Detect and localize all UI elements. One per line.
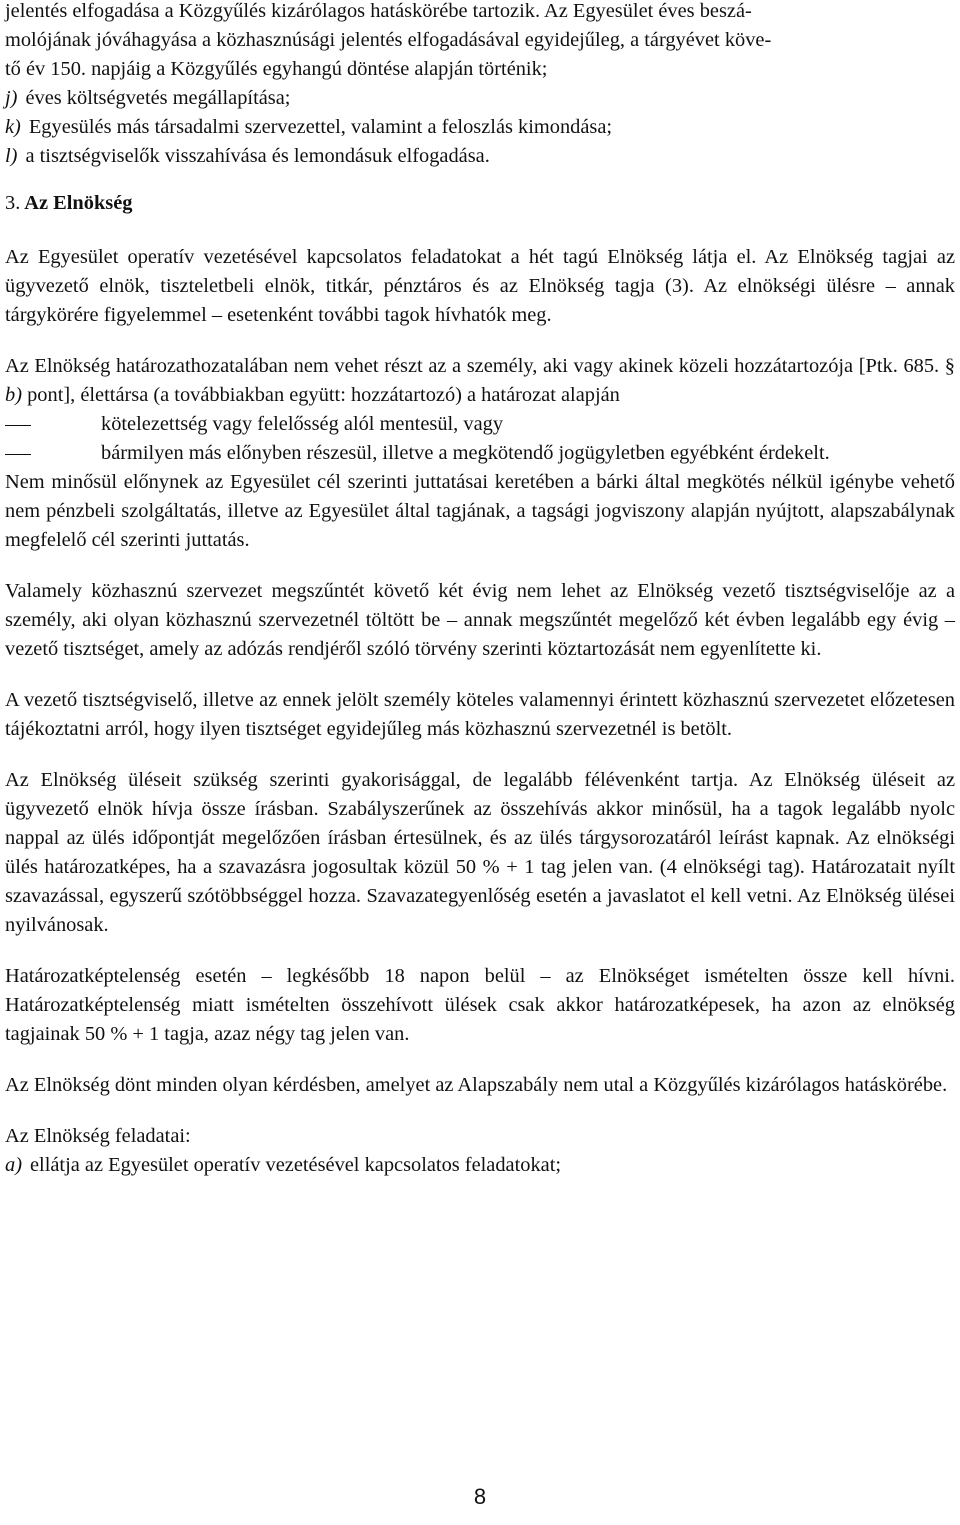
intro-line-3: tő év 150. napjáig a Közgyűlés egyhangú döntése alapján történik; bbox=[5, 58, 548, 80]
paragraph-officer-notice: A vezető tisztségviselő, illetve az ennek jelölt személy köteles valamennyi érintett közhasznú szervezetet előzetesen tájékoztatni arról, hogy ilyen tisztséget egyidejűleg más közhasznú szervezetnél is betölt. bbox=[5, 689, 955, 740]
paragraph-benefit: Nem minősül előnynek az Egyesület cél szerinti juttatásai keretében a bárki által megkötés nélkül igénybe vehető nem pénzbeli szolgáltatás, illetve az Egyesület által tagjának, a tagsági jogviszony alapján nyújtott, alapszabálynak megfelelő cél szerinti juttatás. bbox=[5, 471, 955, 551]
list-item-j bbox=[5, 84, 955, 113]
paragraph-conflict-text-a: Az Elnökség határozathozatalában nem vehet részt az a személy, aki vagy akinek közeli hozzátartozója [Ptk. 685. § bbox=[5, 355, 955, 377]
list-marker: k) bbox=[5, 116, 21, 138]
task-item-a bbox=[5, 1151, 955, 1180]
paragraph-conflict-ref: b) bbox=[5, 384, 22, 406]
dash-marker bbox=[5, 439, 101, 468]
intro-line-1: jelentés elfogadása a Közgyűlés kizárólagos hatáskörébe tartozik. Az Egyesület éves beszá- bbox=[5, 0, 752, 22]
section-number: 3. bbox=[5, 192, 21, 214]
dash-item-text: bármilyen más előnyben részesül, illetve a megkötendő jogügyletben egyébként érdekelt. bbox=[101, 442, 830, 464]
paragraph-conflict-text-c: pont], élettársa (a továbbiakban együtt: hozzátartozó) a határozat alapján bbox=[27, 384, 620, 406]
list-marker: l) bbox=[5, 145, 18, 167]
section-heading bbox=[5, 189, 955, 218]
paragraph-officer-eligibility: Valamely közhasznú szervezet megszűntét követő két évig nem lehet az Elnökség vezető tisztségviselője az a személy, aki olyan közhasznú szervezetnél töltött be – annak megszűntét megelőző két évben legalább egy évig – vezető tisztséget, amely az adózás rendjéről szóló törvény szerinti köztartozását nem egyenlítette ki. bbox=[5, 580, 955, 660]
task-marker: a) bbox=[5, 1154, 22, 1176]
dash-item-2 bbox=[5, 439, 955, 468]
paragraph-competence: Az Elnökség dönt minden olyan kérdésben, amelyet az Alapszabály nem utal a Közgyűlés kizárólagos hatáskörébe. bbox=[5, 1074, 948, 1096]
paragraph-conflict bbox=[5, 352, 955, 410]
section-title: Az Elnökség bbox=[24, 192, 133, 214]
document-page bbox=[5, 0, 955, 1180]
list-item-text: a tisztségviselők visszahívása és lemondásuk elfogadása. bbox=[25, 145, 490, 167]
list-item-l bbox=[5, 142, 955, 171]
paragraph-members: Az Egyesület operatív vezetésével kapcsolatos feladatokat a hét tagú Elnökség látja el. Az Elnökség tagjai az ügyvezető elnök, tiszteletbeli elnök, titkár, pénztáros és az Elnökség tagja (3). Az elnökségi ülésre – annak tárgykörére figyelemmel – esetenként további tagok hívhatók meg. bbox=[5, 246, 955, 326]
paragraph-tasks-heading: Az Elnökség feladatai: bbox=[5, 1125, 191, 1147]
page-number: 8 bbox=[473, 1484, 487, 1509]
dash-marker bbox=[5, 410, 101, 439]
list-item-text: Egyesülés más társadalmi szervezettel, valamint a feloszlás kimondása; bbox=[28, 116, 613, 138]
list-item-k bbox=[5, 113, 955, 142]
dash-item-1 bbox=[5, 410, 955, 439]
paragraph-quorum: Határozatképtelenség esetén – legkésőbb 18 napon belül – az Elnökséget ismételten össze kell hívni. Határozatképtelenség miatt ismételten összehívott ülések csak akkor határozatképesek, ha azon az elnökség tagjainak 50 % + 1 tagja, azaz négy tag jelen van. bbox=[5, 965, 955, 1045]
dash-item-text: kötelezettség vagy felelősség alól mentesül, vagy bbox=[101, 413, 504, 435]
intro-line-2: molójának jóváhagyása a közhasznúsági jelentés elfogadásával egyidejűleg, a tárgyévet köve- bbox=[5, 29, 772, 51]
list-item-text: éves költségvetés megállapítása; bbox=[25, 87, 291, 109]
task-text: ellátja az Egyesület operatív vezetésével kapcsolatos feladatokat; bbox=[30, 1154, 562, 1176]
list-marker: j) bbox=[5, 87, 18, 109]
paragraph-meetings: Az Elnökség üléseit szükség szerinti gyakorisággal, de legalább félévenként tartja. Az Elnökség üléseit az ügyvezető elnök hívja össze írásban. Szabályszerűnek az összehívás akkor minősül, ha a tagok legalább nyolc nappal az ülés időpontját megelőzően írásban értesülnek, és az ülés tárgysorozatáról leírást kapnak. Az elnökségi ülés határozatképes, ha a szavazásra jogosultak közül 50 % + 1 tag jelen van. (4 elnökségi tag). Határozatait nyílt szavazással, egyszerű szótöbbséggel hozza. Szavazategyenlőség esetén a javaslatot el kell vetni. Az Elnökség ülései nyilvánosak. bbox=[5, 769, 955, 936]
